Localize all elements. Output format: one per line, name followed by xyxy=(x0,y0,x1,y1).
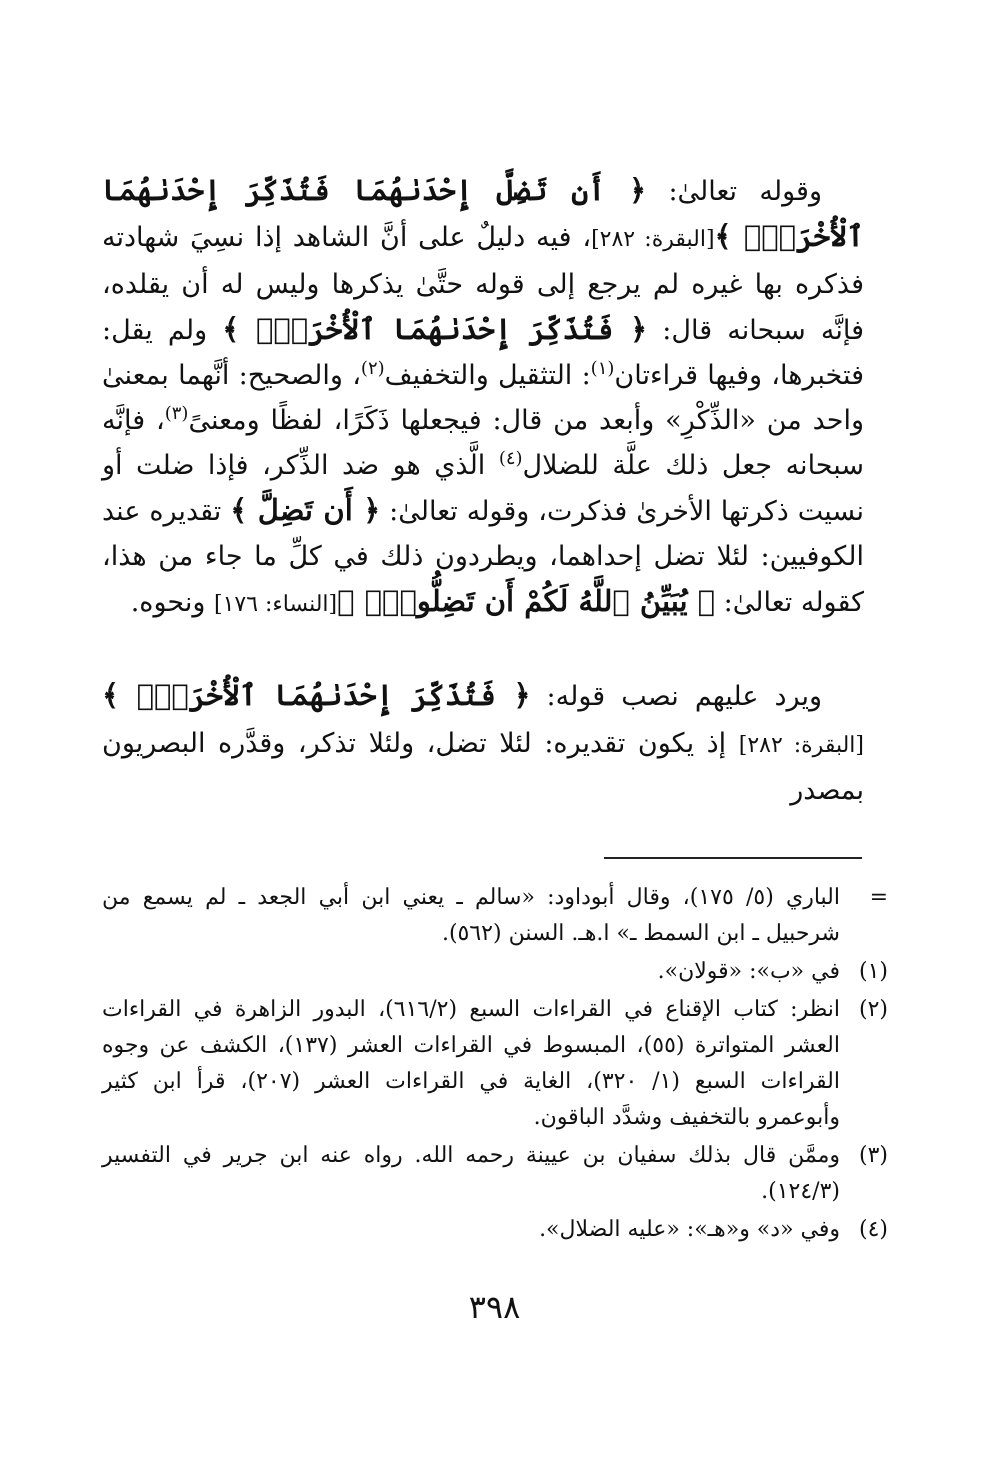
quran-verse: ﴿ فَتُذَكِّرَ إِحْدَىٰهُمَا ٱلْأُخْرَىٰۚ ﴾ xyxy=(102,678,531,712)
footnote-text: في «ب»: «قولان». xyxy=(657,959,840,984)
footnotes xyxy=(102,880,888,1250)
text-segment: الَّذي هو ضد الذِّكر، فإذا ضلت أو نسيت ذكرتها الأخرىٰ فذكرت، وقوله تعالىٰ: xyxy=(102,450,864,527)
paragraph-1 xyxy=(102,168,864,627)
footnote-marker: (١) xyxy=(858,959,888,984)
quran-verse: ﴿ فَتُذَكِّرَ إِحْدَىٰهُمَا ٱلْأُخْرَىٰۚ ﴾ xyxy=(222,312,648,346)
text-segment: تقديره عند الكوفيين: لئلا تضل إحداهما، ويطردون ذلك في كلِّ ما جاء من هذا، كقوله تعالىٰ: xyxy=(102,496,864,618)
footnote-ref: (٢) xyxy=(360,358,385,379)
verse-reference: [البقرة: ٢٨٢] xyxy=(738,733,864,758)
footnote-marker: (٢) xyxy=(858,997,888,1022)
footnote-ref: (٣) xyxy=(164,403,189,424)
text-segment: ولم يقل: فتخبرها، وفيها قراءتان xyxy=(102,315,864,391)
text-segment: ونحوه. xyxy=(130,587,214,618)
page-number: ٣٩٨ xyxy=(468,1288,521,1326)
text-segment: ، والصحيح: أنَّهما بمعنىٰ واحد من «الذِّكْرِ» وأبعد من قال: فيجعلها ذَكَرًا، لفظًا ومعنىً xyxy=(102,360,865,436)
footnote-marker: (٣) xyxy=(858,1143,888,1168)
text-segment: ، فإنَّه سبحانه جعل ذلك علَّة للضلال xyxy=(102,405,864,481)
text-segment: : التثقيل والتخفيف xyxy=(384,360,591,391)
footnote-4 xyxy=(102,1212,888,1248)
quran-verse: ﴿ أَن تَضِلَّ إِحْدَىٰهُمَا فَتُذَكِّرَ إِحْدَىٰهُمَا ٱلْأُخْرَىٰۚ ﴾ xyxy=(102,173,865,253)
footnote-2 xyxy=(102,992,888,1136)
footnote-1 xyxy=(102,954,888,990)
footnote-ref: (٤) xyxy=(498,448,523,469)
verse-reference: [النساء: ١٧٦] xyxy=(213,592,338,617)
quran-verse: ﴿ أَن تَضِلَّ ﴾ xyxy=(230,493,381,527)
footnote-text: وفي «د» و«هـ»: «عليه الضلال». xyxy=(539,1217,840,1242)
footnote-text: وممَّن قال بذلك سفيان بن عيينة رحمه الله. رواه عنه ابن جرير في التفسير (١٢٤/٣). xyxy=(102,1143,840,1204)
footnote-separator xyxy=(604,857,862,859)
text-segment: ، فيه دليلٌ على أنَّ الشاهد إذا نسِيَ شهادته فذكره بها غيره لم يرجع إلى قوله حتَّىٰ يذكرها وليس له أن يقلده، فإنَّه سبحانه قال: xyxy=(102,222,865,346)
footnote-ref: (١) xyxy=(590,358,615,379)
footnote-continuation xyxy=(102,880,888,952)
main-text xyxy=(102,168,864,813)
footnote-marker: (٤) xyxy=(858,1217,888,1242)
text-segment: إذ يكون تقديره: لئلا تضل، ولئلا تذكر، وقدَّره البصريون بمصدر xyxy=(102,728,864,806)
quran-verse: ﴿ يُبَيِّنُ ٱللَّهُ لَكُمْ أَن تَضِلُّواْۗ ﴾ xyxy=(337,584,716,618)
footnote-marker: = xyxy=(869,885,888,910)
text-segment: ويرد عليهم نصب قوله: xyxy=(530,681,822,712)
footnote-3 xyxy=(102,1138,888,1210)
footnote-text: انظر: كتاب الإقناع في القراءات السبع (٦١٦/٢)، البدور الزاهرة في القراءات العشر المتواترة (٥٥)، المبسوط في القراءات العشر (١٣٧)، الكشف عن وجوه القراءات السبع (١/ ٣٢٠)، الغاية في القراءات العشر (٢٠٧)، قرأ ابن كثير وأبوعمرو بالتخفيف وشدَّد الباقون. xyxy=(102,997,840,1130)
verse-reference: [البقرة: ٢٨٢] xyxy=(591,227,715,252)
text-segment: وقوله تعالىٰ: xyxy=(646,176,822,207)
paragraph-2 xyxy=(102,673,864,813)
footnote-text: الباري (٥/ ١٧٥)، وقال أبوداود: «سالم ـ يعني ابن أبي الجعد ـ لم يسمع من شرحبيل ـ ابن السمط ـ» ا.هـ. السنن (٥٦٢). xyxy=(102,885,840,946)
